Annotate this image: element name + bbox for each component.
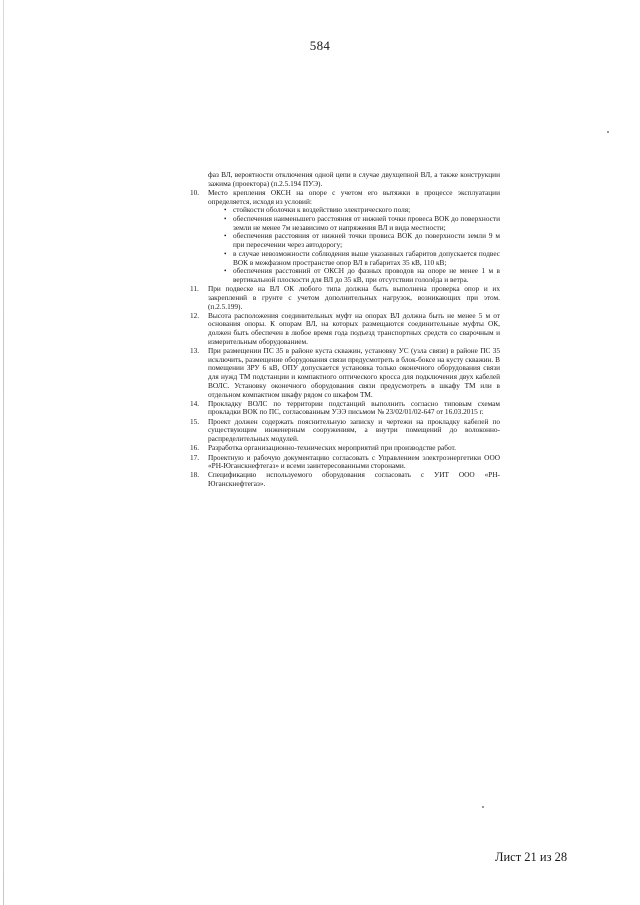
sheet-counter: Лист 21 из 28 [495,850,568,864]
list-item-17 [190,454,500,471]
scan-speck [482,806,484,808]
bullet-item [222,250,500,267]
item-text: Место крепления ОКСН на опоре с учетом его вытяжки в процессе эксплуатации определяется, исходя из условий: [208,187,500,206]
item-number: 16. [190,443,200,453]
item-number: 13. [190,346,200,356]
item-text: При подвеске на ВЛ ОК любого типа должна быть выполнена проверка опор и их закреплений в грунте с учетом дополнительных нагрузок, возникающих при этом. (п.2.5.199). [208,284,500,311]
item-number: 10. [190,187,200,197]
list-item-18 [190,471,500,488]
bullet-text: в случае невозможности соблюдения выше указанных габаритов допускается подвес ВОК в межфазном пространстве опор ВЛ в габаритах 35 кВ, 110 кВ; [233,248,500,267]
document-body [190,171,500,489]
scan-edge [3,0,4,905]
item-text: Высота расположения соединительных муфт на опорах ВЛ должна быть не менее 5 м от основания опоры. К опорам ВЛ, на которых размещаются соединительные муфты ОК, должен быть обеспечен в любое время года подъезд транспортных средств со сварочным и измерительным оборудованием. [208,310,500,346]
scan-speck [607,131,609,133]
item-number: 12. [190,310,200,320]
item-number: 18. [190,470,200,480]
continuation-paragraph: фаз ВЛ, вероятности отключения одной цепи в случае двухцепной ВЛ, а также конструкции зажима (проектора) (п.2.5.194 ПУЭ). [208,170,500,188]
list-item-16 [190,444,500,453]
bullet-text: обеспечения расстояний от ОКСН до фазных проводов на опоре не менее 1 м в вертикальной плоскости для ВЛ до 35 кВ, при отсутствии гололёда и ветра. [233,266,500,284]
bullet-text: обеспечения расстояния от нижней точки провиса ВОК до поверхности земли 9 м при пересечении через автодорогу; [233,231,500,250]
item-text: Разработка организационно-технических мероприятий при производстве работ. [208,443,456,453]
bullet-icon: • [224,206,227,215]
bullet-list [208,206,500,284]
bullet-icon: • [224,267,227,276]
bullet-item [222,267,500,284]
item-number: 11. [190,284,199,294]
bullet-item [222,215,500,232]
page-number: 584 [309,38,331,53]
list-item-10 [190,189,500,285]
item-text: Проектную и рабочую документацию согласовать с Управлением электроэнергетики ООО «РН-Юганскнефтегаз» и всеми заинтересованными сторонами. [208,452,500,471]
item-text: Спецификацию используемого оборудования согласовать с УИТ ООО «РН-Юганскнефтегаз». [208,470,500,489]
item-number: 14. [190,398,200,408]
bullet-text: обеспечения наименьшего расстояния от нижней точки провеса ВОК до поверхности земли не менее 7м независимо от напряжения ВЛ и вида местности; [233,214,500,232]
list-item-12 [190,312,500,347]
list-item-15 [190,418,500,444]
bullet-icon: • [224,249,227,258]
list-item-11 [190,285,500,311]
bullet-icon: • [224,215,227,224]
item-text: Прокладку ВОЛС по территории подстанций выполнить согласно типовым схемам прокладки ВОК по ПС, согласованным УЭЭ письмом № 23/02/01/02-647 от 16.03.2015 г. [208,398,500,417]
item-text: Проект должен содержать пояснительную записку и чертежи на прокладку кабелей по существующим инженерным сооружениям, а внутри помещений до волоконно-распределительных модулей. [208,416,500,444]
bullet-item [222,232,500,249]
list-item-13 [190,347,500,399]
bullet-icon: • [224,232,227,241]
item-number: 17. [190,452,200,462]
item-text: При размещении ПС 35 в районе куста скважин, установку УС (узла связи) в районе ПС 35 исключить, размещение оборудования связи предусмотреть в блок-боксе на кусту скважин. В помещении ЗРУ 6 кВ, ОПУ допускается установка только оконечного оборудования связи для нужд ТМ подстанции и компактного оптического кросса для подключения двух кабелей ВОЛС. Установку оконечного оборудования связи предусмотреть в шкафу ТМ или в отдельном компактном шкафу рядом со шкафом ТМ. [208,346,500,399]
item-number: 15. [190,416,200,426]
bullet-text: стойкости оболочки к воздействию электрического поля; [233,205,411,215]
list-item-14 [190,400,500,417]
